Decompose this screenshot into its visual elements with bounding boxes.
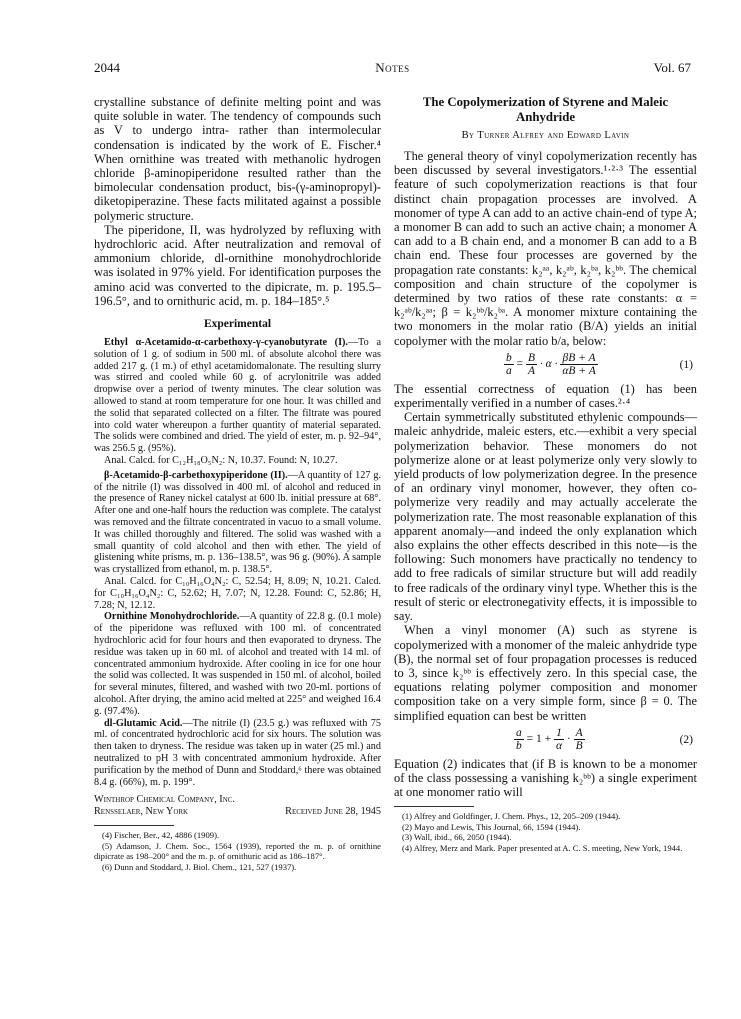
- procedure-4: [94, 718, 381, 789]
- left-column: [94, 95, 381, 872]
- eq2-lhs-num: a: [516, 726, 522, 739]
- eq1-alpha: · α ·: [539, 357, 558, 370]
- eq1-mid-num: B: [528, 351, 536, 364]
- equation-2: $\frac{a}{b}$ = 1 + $\frac{1}{\alpha}$ · $\frac{A}{B}$ (2): [516, 726, 693, 752]
- eq2-one: = 1 +: [526, 732, 552, 745]
- footnote-r1: (1) Alfrey and Goldfinger, J. Chem. Phys., 12, 205–209 (1944).: [402, 811, 621, 822]
- section-name: Notes: [375, 60, 410, 75]
- footnote-r4: (4) Alfrey, Merz and Mark. Paper presented at A. C. S. meeting, New York, 1944.: [402, 842, 683, 853]
- eq2-lhs-den: b: [516, 739, 522, 752]
- left-paragraph-1: crystalline substance of definite melting point and was quite soluble in water. The tendency of compounds such as V to undergo intra- rather than intermolecular condensation is indicated by the work of E. Fischer.⁴ When ornithine was treated with methanolic hydrogen chloride β-aminopiperidone resulted rather than the bimolecular condensation product, bis-(γ-aminopropyl)-diketopiperazine. These facts militated against a possible polymeric structure.: [94, 95, 381, 223]
- affiliation: [94, 794, 381, 818]
- right-paragraph-5: Equation (2) indicates that (if B is known to be a monomer of the class possessing a vanishing k₂ᵇᵇ) a single experiment at one monomer ratio will: [394, 756, 697, 800]
- procedure-1-text: —To a solution of 1 g. of sodium in 500 ml. of absolute alcohol there was added 217 g. (1 m.) of ethyl acetamidomalonate. The resulting slurry was stirred and cooled while 60 g. of acrylonitrile was added dropwise over a period of twenty minutes. The clear solution was allowed to stand at room temperature for one hour. It was chilled and the solid that separated collected on a filter. The filtrate was poured into cold water whereupon a further quantity of material separated. The solids were combined and dried. The yield of ester, m. p. 92–94°, was 256.5 g. (95%).: [94, 337, 381, 455]
- eq1-lhs-num: b: [506, 351, 512, 364]
- eq1-rhs-den: αB + A: [562, 364, 596, 377]
- experimental-heading: Experimental: [203, 318, 272, 331]
- footnote-6: (6) Dunn and Stoddard, J. Biol. Chem., 121, 527 (1937).: [102, 861, 297, 872]
- right-paragraph-4: When a vinyl monomer (A) such as styrene is copolymerized with a monomer of the maleic anhydride type (B), the normal set of four propagation processes is reduced to 3, since k₂ᵇᵇ is effectively zero. In this special case, the equations relating polymer composition and monomer composition take on a very simple form, since β = 0. The simplified equation can best be written: [394, 623, 697, 723]
- eq2-ratio-num: A: [575, 726, 583, 739]
- eq1-mid-den: A: [528, 364, 536, 377]
- procedure-1: [94, 337, 381, 455]
- eq1-rhs-num: βB + A: [560, 352, 597, 365]
- procedure-3-text: —A quantity of 22.8 g. (0.1 mole) of the piperidone was refluxed with 100 ml. of concentrated hydrochloric acid for four hours and then evaporated to dryness. The residue was taken up in 60 ml. of alcohol and treated with 14 ml. of concentrated ammonium hydroxide. After cooling in ice for one hour the solid was collected. It was suspended in 150 ml. of alcohol, boiled for several minutes, filtered, and washed with two 20-ml. portions of alcohol. After drying, the amino acid melted at 225° and weighed 16.4 g. (97.4%).: [94, 611, 381, 717]
- footnote-5: (5) Adamson, J. Chem. Soc., 1564 (1939), reported the m. p. of ornithine dipicrate as 198–200° and the m. p. of ornithuric acid as 186–187°.: [94, 840, 381, 862]
- procedure-1-heading: Ethyl α-Acetamido-α-carbethoxy-γ-cyanobutyrate (I).: [104, 337, 348, 349]
- procedure-3-heading: Ornithine Monohydrochloride.: [104, 611, 240, 623]
- right-paragraph-1: The general theory of vinyl copolymerization recently has been discussed by several investigators.¹·²·³ The essential feature of such copolymerization reactions is that four distinct chain propagation processes are involved. A monomer of type A can add to an active chain-end of type A; a monomer B can add to such an active chain; a monomer A can add to a B chain end, and a monomer B can add to a B chain end. These four processes are governed by the propagation rate constants: k₂ᵃᵃ, k₂ᵃᵇ, k₂ᵇᵃ, k₂ᵇᵇ. The chemical composition and chain structure of the copolymer is determined by two ratios of these rate constants: α = k₂ᵃᵇ/k₂ᵃᵃ; β = k₂ᵇᵇ/k₂ᵇᵃ. A monomer mixture containing the two monomers in the molar ratio (B/A) yields an initial copolymer with the molar ratio b/a, below:: [394, 149, 697, 348]
- article-byline: By Turner Alfrey and Edward Lavin: [461, 130, 630, 141]
- eq1-number: (1): [679, 358, 693, 371]
- footnote-r3: (3) Wall, ibid., 66, 2050 (1944).: [402, 832, 512, 843]
- affiliation-location: Rensselaer, New York: [94, 806, 189, 818]
- eq2-coef-num: 1: [554, 727, 564, 740]
- eq2-ratio-den: B: [575, 739, 583, 752]
- procedure-2: [94, 470, 381, 576]
- eq1-lhs-den: a: [506, 364, 512, 377]
- affiliation-company: Winthrop Chemical Company, Inc.: [94, 794, 235, 806]
- left-paragraph-2: The piperidone, II, was hydrolyzed by refluxing with hydrochloric acid. After neutralization and removal of ammonium chloride, dl-ornithine monohydrochloride was isolated in 97% yield. For identification purposes the amino acid was converted to the dipicrate, m. p. 195.5–196.5°, and to ornithuric acid, m. p. 184–185°.⁵: [94, 222, 381, 308]
- right-paragraph-2: The essential correctness of equation (1) has been experimentally verified in a number of cases.²·⁴: [394, 381, 697, 411]
- footnote-rule: [94, 825, 174, 826]
- received-date: Received June 28, 1945: [285, 806, 381, 818]
- footnote-4: (4) Fischer, Ber., 42, 4886 (1909).: [102, 830, 220, 841]
- equation-1: $\frac{b}{a}$ = $\frac{B}{A}$ · α · $\frac{\beta B + A}{\alpha B + A}$ (1): [506, 351, 693, 377]
- right-footnotes: [394, 811, 697, 853]
- left-footnotes: [94, 830, 381, 872]
- procedure-3: [94, 611, 381, 717]
- analysis-2: Anal. Calcd. for C₁₀H₁₆O₄N₂: C, 52.54; H, 8.09; N, 10.21. Calcd. for C₁₀H₁₆O₄N₂: C, 52.62; H, 7.07; N, 12.28. Found: C, 52.86; H, 7.28; N, 12.12.: [94, 575, 381, 611]
- procedure-2-heading: β-Acetamido-β-carbethoxypiperidone (II).: [104, 469, 288, 481]
- article-title: The Copolymerization of Styrene and Maleic Anhydride: [422, 95, 669, 124]
- eq2-coef-den: α: [555, 739, 563, 752]
- right-paragraph-3: Certain symmetrically substituted ethylenic compounds—maleic anhydride, maleic esters, etc.—exhibit a very special polymerization behavior. These monomers do not polymerize alone or at least polymerize only very slowly to yield products of low polymerization degree. In the presence of an ordinary vinyl monomer, however, they often co-polymerize very readily and may actually accelerate the polymerization rate. The most reasonable explanation of this apparent anomaly—and indeed the only explanation which also explains the other effects described in this note—is the following: Such monomers have practically no tendency to add to free radicals of similar structure but will add readily to free radicals of the ordinary vinyl type. Whether this is the result of steric or electronegativity effects, it is impossible to say.: [394, 410, 697, 624]
- procedure-4-text: —The nitrile (I) (23.5 g.) was refluxed with 75 ml. of concentrated hydrochloric acid for six hours. The solution was then taken to dryness. The residue was taken up in water (25 ml.) and neutralized to pH 3 with concentrated ammonium hydroxide. After purification by the method of Dunn and Stoddard,⁶ there was obtained 8.4 g. (66%), m. p. 199°.: [94, 717, 381, 788]
- analysis-1: Anal. Calcd. for C₁₂H₁₈O₅N₂: N, 10.37. Found: N, 10.27.: [104, 455, 338, 467]
- footnote-r2: (2) Mayo and Lewis, This Journal, 66, 1594 (1944).: [402, 821, 581, 832]
- procedure-4-heading: dl-Glutamic Acid.: [104, 717, 183, 729]
- procedure-2-text: —A quantity of 127 g. of the nitrile (I) was dissolved in 400 ml. of alcohol and reduced in the presence of Raney nickel catalyst at 600 lb. initial pressure at 68°. After one and one-half hours the reduction was complete. The catalyst was removed and the filtrate concentrated in vacuo to a small volume. It was chilled thoroughly and filtered. The solid was washed with a small quantity of cold alcohol and then with ether. The yield of glistening white prisms, m. p. 136–138.5°, was 96 g. (90%). A sample was crystallized from ethanol, m. p. 138.5°.: [94, 469, 381, 576]
- footnote-rule-right: [394, 806, 474, 807]
- page-number: 2044: [94, 60, 120, 75]
- volume-number: Vol. 67: [653, 60, 691, 75]
- running-head: [94, 60, 691, 80]
- right-column: [394, 95, 697, 853]
- eq2-number: (2): [679, 733, 693, 746]
